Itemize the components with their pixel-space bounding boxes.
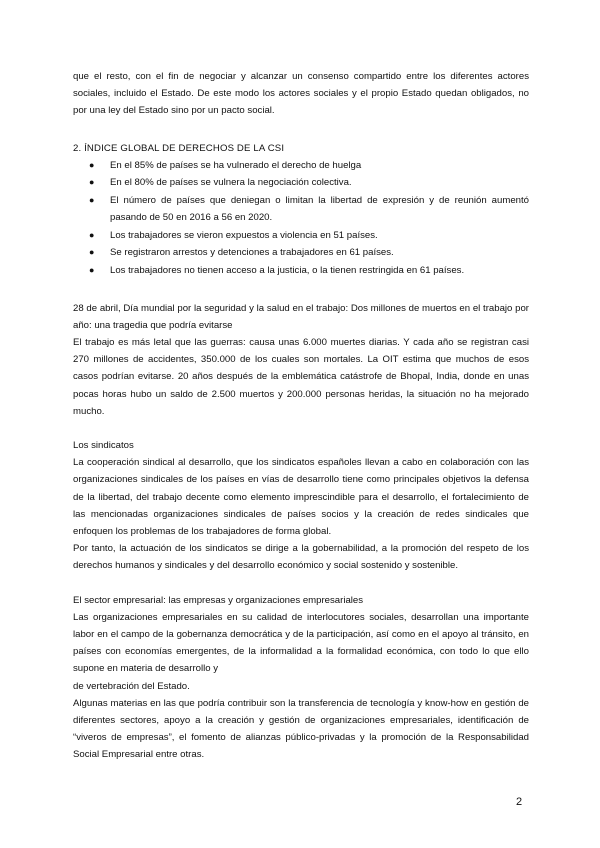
bullet-text: En el 80% de países se vulnera la negociación colectiva. (110, 177, 352, 189)
bullet-icon: ● (89, 229, 95, 240)
csi-bullet-list (73, 157, 529, 279)
bullet-item (73, 244, 529, 261)
april-body: El trabajo es más letal que las guerras: causa unas 6.000 muertes diarias. Y cada año se registran casi 270 millones de accidentes, 350.000 de los cuales son mortales. La OIT estima que muchos de esos casos podrían evitarse. 20 años después de la emblemática catástrofe de Bhopal, India, donde en unas pocas horas hubo un saldo de 2.500 muertos y 200.000 personas heridas, la situación no ha mejorado mucho. (73, 336, 529, 417)
bullet-icon: ● (89, 264, 95, 275)
business-title: El sector empresarial: las empresas y organizaciones empresariales (73, 594, 364, 606)
bullet-item (73, 227, 529, 244)
unions-body-1: La cooperación sindical al desarrollo, que los sindicatos españoles llevan a cabo en colaboración con las organizaciones sindicales de los países en vías de desarrollo tiene como principales objetivos la defensa de la libertad, del trabajo decente como elemento imprescindible para el desarrollo, el fortalecimiento de las mencionadas organizaciones sindicales de países socios y la creación de redes sindicales que enfoquen los problemas de los trabajadores de forma global. (73, 457, 529, 538)
spacer (73, 575, 529, 592)
business-body-1: Las organizaciones empresariales en su calidad de interlocutores sociales, desarrollan una importante labor en el campo de la gobernanza democrática y de la participación, así como en el apoyo al tránsito, en países con economías emergentes, de la informalidad a la formalidad económica, con todo lo que ello supone en materia de desarrollo y (73, 611, 529, 675)
spacer (73, 280, 529, 300)
spacer (73, 420, 529, 437)
bullet-text: Se registraron arrestos y detenciones a trabajadores en 61 países. (110, 247, 394, 259)
bullet-text: En el 85% de países se ha vulnerado el derecho de huelga (110, 159, 362, 171)
unions-body-2: Por tanto, la actuación de los sindicatos se dirige a la gobernabilidad, a la promoción del respeto de los derechos humanos y sindicales y del desarrollo económico y social sostenido y sostenible. (73, 543, 529, 572)
bullet-item (73, 174, 529, 191)
bullet-icon: ● (89, 159, 95, 170)
bullet-item (73, 157, 529, 174)
bullet-icon: ● (89, 247, 95, 258)
business-body-2: de vertebración del Estado. (73, 680, 190, 692)
page-content (73, 68, 529, 764)
bullet-icon: ● (89, 177, 95, 188)
intro-paragraph: que el resto, con el fin de negociar y alcanzar un consenso compartido entre los diferentes actores sociales, incluido el Estado. De este modo los actores sociales y el propio Estado quedan obligados, no por una ley del Estado sino por un pacto social. (73, 71, 529, 117)
bullet-text: El número de países que deniegan o limitan la libertad de expresión y de reunión aumentó pasando de 50 en 2016 a 56 en 2020. (110, 195, 529, 224)
page-number: 2 (516, 796, 523, 808)
business-body-3: Algunas materias en las que podría contribuir son la transferencia de tecnología y know-how en gestión de diferentes sectores, apoyo a la creación y gestión de organizaciones empresariales, identificación de “viveros de empresas”, el fomento de alianzas público-privadas y la promoción de la Responsabilidad Social Empresarial entre otras. (73, 697, 529, 761)
csi-heading: 2. ÍNDICE GLOBAL DE DERECHOS DE LA CSI (73, 142, 285, 154)
bullet-item (73, 262, 529, 279)
spacer (73, 120, 529, 140)
bullet-text: Los trabajadores se vieron expuestos a violencia en 51 países. (110, 229, 378, 241)
bullet-item (73, 192, 529, 226)
bullet-text: Los trabajadores no tienen acceso a la justicia, o la tienen restringida en 61 países. (110, 264, 465, 276)
unions-title: Los sindicatos (73, 440, 134, 451)
bullet-icon: ● (89, 195, 95, 205)
april-title: 28 de abril, Día mundial por la seguridad y la salud en el trabajo: Dos millones de muertos en el trabajo por año: una tragedia que podría evitarse (73, 302, 529, 331)
